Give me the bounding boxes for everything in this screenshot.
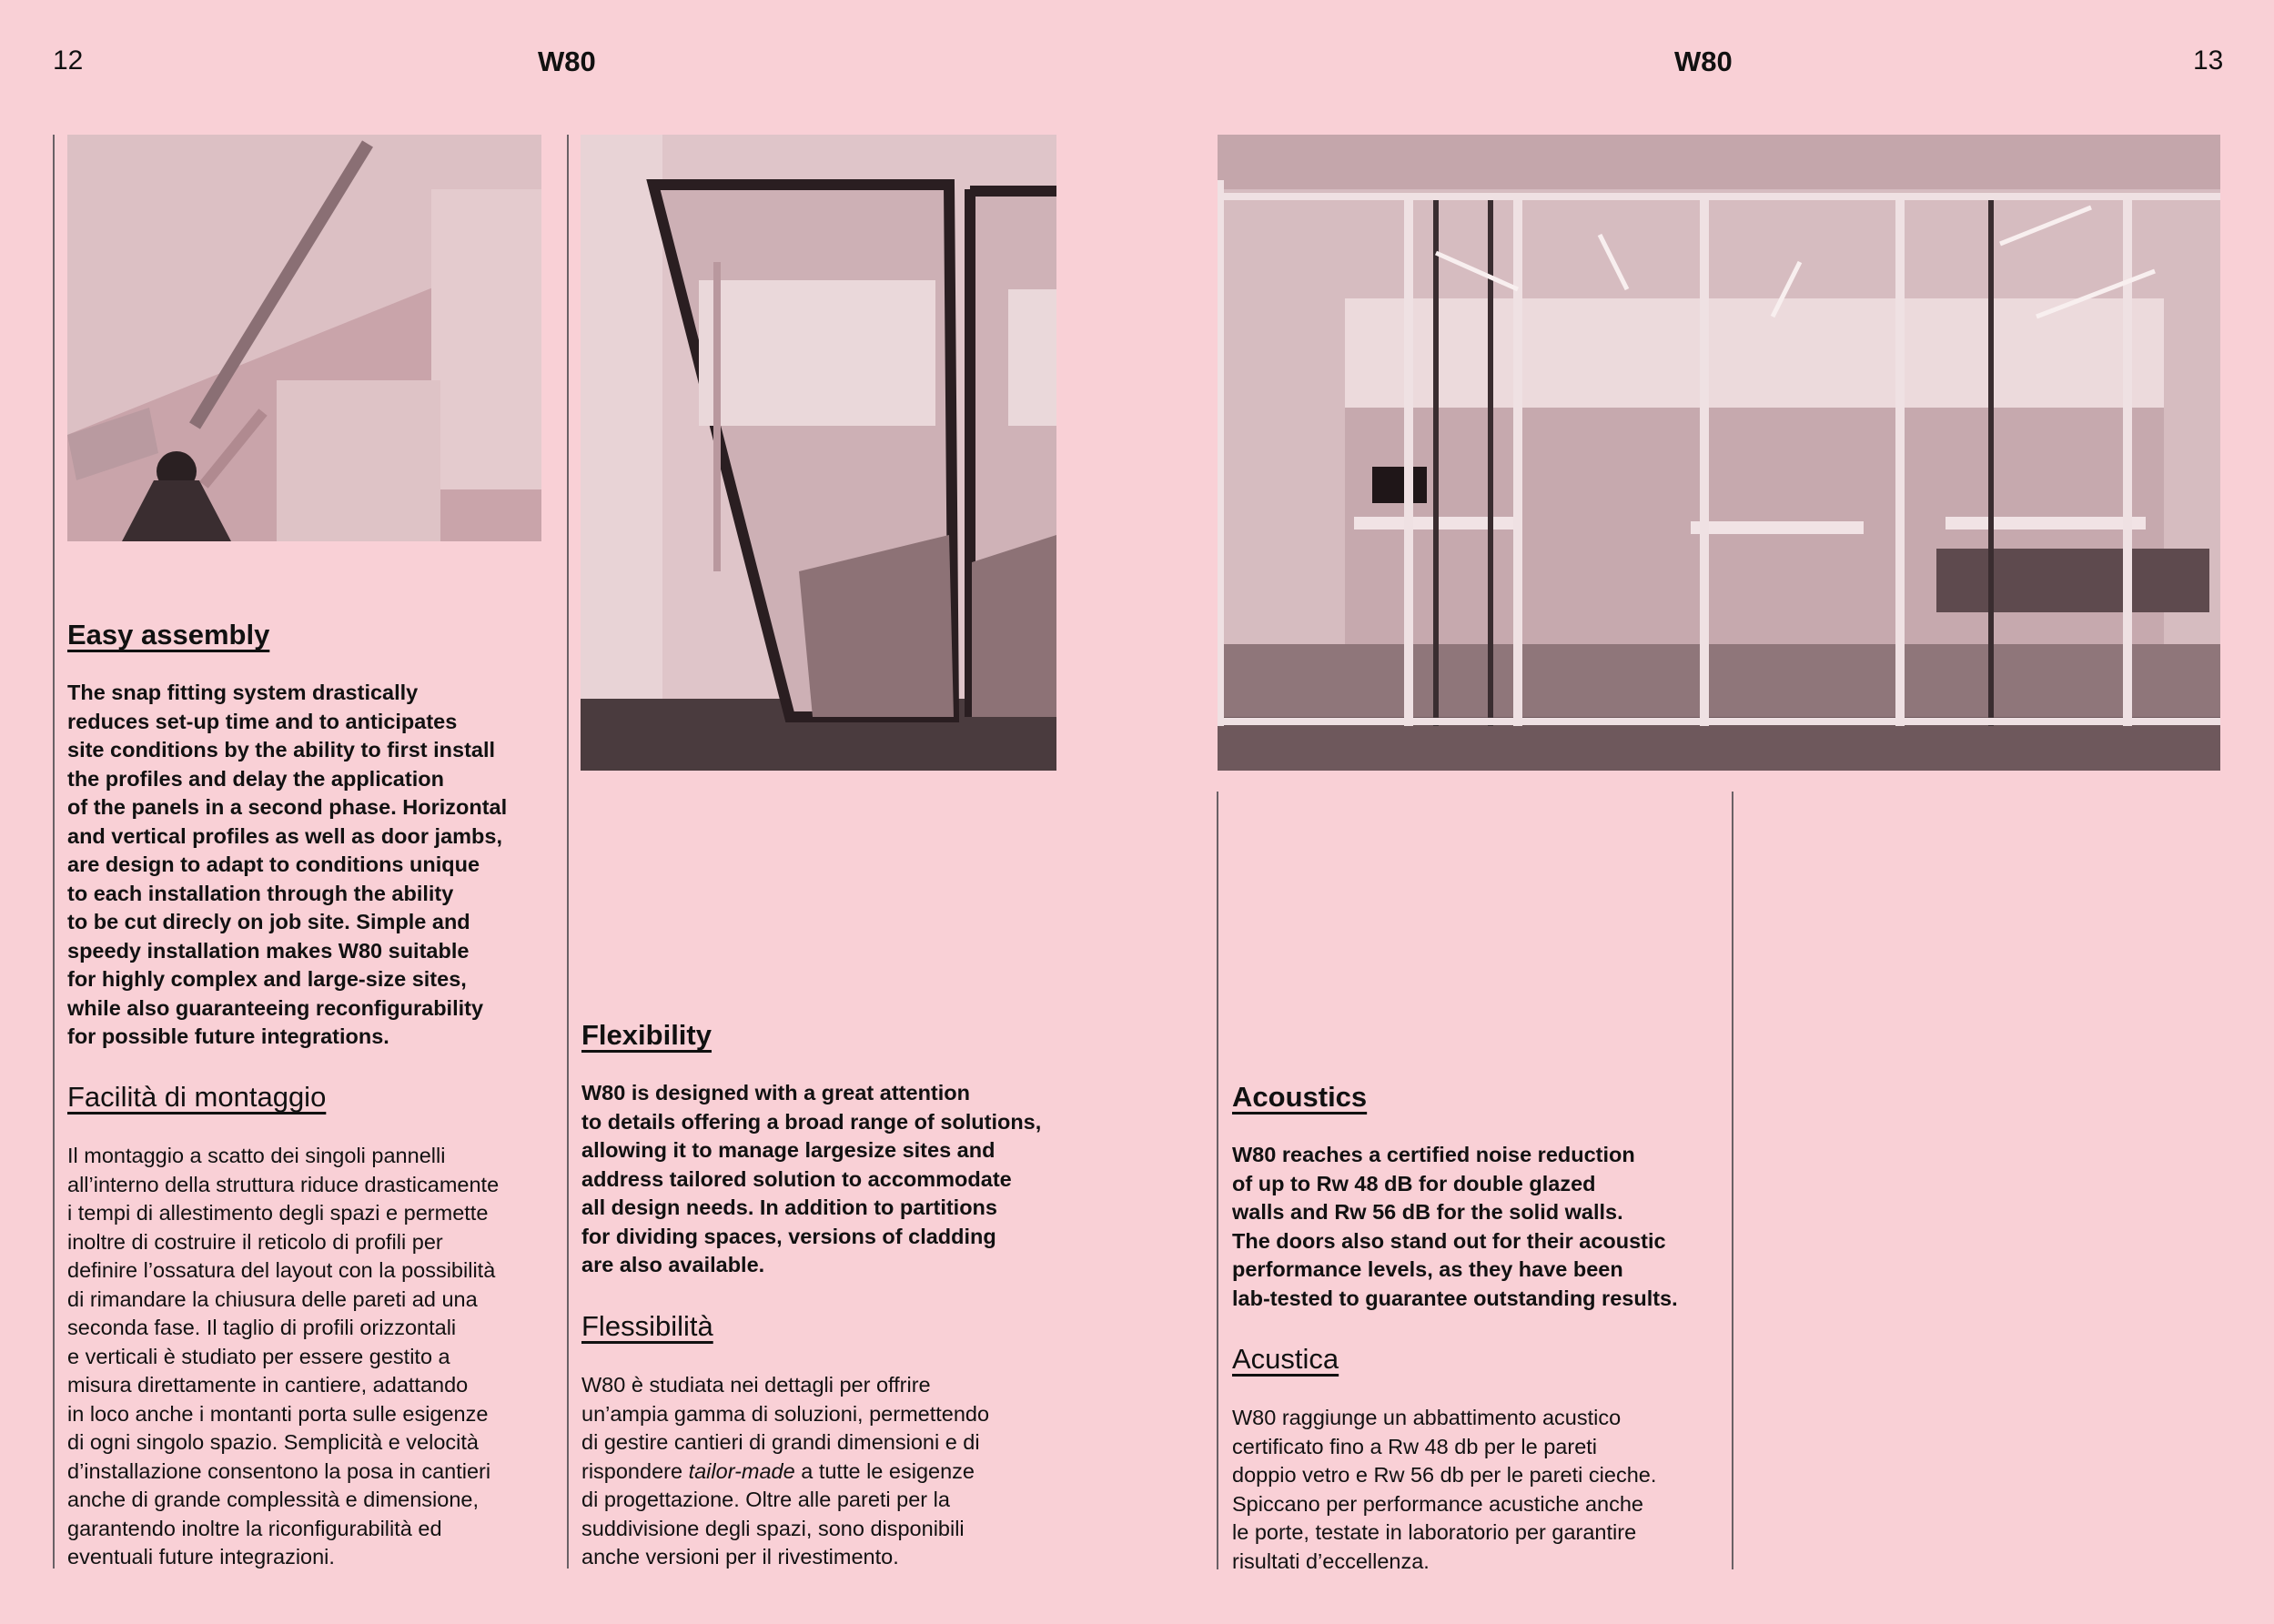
column-rule-3 bbox=[1217, 792, 1218, 1569]
heading-flessibilita: Flessibilità bbox=[581, 1310, 713, 1342]
heading-acoustics: Acoustics bbox=[1232, 1081, 1368, 1113]
photo-glass-office bbox=[1218, 135, 2220, 771]
body-acoustics-en: W80 reaches a certified noise reduction of up to Rw 48 dB for double glazed walls and Rw 56 dB for the solid walls. The doors also stand out for their acoustic performance levels, as they have been lab-tested to guarantee outstanding results. bbox=[1232, 1143, 1678, 1310]
heading-facilita-di-montaggio: Facilità di montaggio bbox=[67, 1081, 327, 1113]
column-rule-1 bbox=[53, 135, 55, 1569]
photo-angled-glass-door bbox=[581, 135, 1056, 771]
running-title-left: W80 bbox=[538, 45, 596, 77]
heading-flexibility: Flexibility bbox=[581, 1019, 712, 1051]
column-rule-4 bbox=[1732, 792, 1733, 1569]
body-flessibilita-it-part1: W80 è studiata nei dettagli per offrire un’ampia gamma di soluzioni, permettendo di gestire cantieri di grandi dimensioni e di rispondere bbox=[581, 1373, 990, 1483]
page-number-right: 13 bbox=[2193, 45, 2224, 76]
body-flessibilita-it bbox=[581, 1371, 1073, 1572]
heading-acustica: Acustica bbox=[1232, 1343, 1339, 1375]
body-flexibility-en: W80 is designed with a great attention to details offering a broad range of solutions, allowing it to manage largesize sites and address tailored solution to accommodate all design needs. In addition to partitions for dividing spaces, versions of cladding are also available. bbox=[581, 1081, 1042, 1276]
body-flessibilita-it-part2: a tutte le esigenze di progettazione. Oltre alle pareti per la suddivisione degli spazi, sono disponibili anche versioni per il rivestimento. bbox=[581, 1458, 975, 1569]
heading-easy-assembly: Easy assembly bbox=[67, 619, 270, 651]
photo-ceiling-assembly bbox=[67, 135, 541, 541]
column-rule-2 bbox=[567, 135, 569, 1569]
body-flessibilita-it-italic: tailor-made bbox=[688, 1458, 795, 1483]
body-acustica-it: W80 raggiunge un abbattimento acustico certificato fino a Rw 48 db per le pareti doppio vetro e Rw 56 db per le pareti cieche. Spiccano per performance acustiche anche le porte, testate in laboratorio per garantire risultati d’eccellenza. bbox=[1232, 1406, 1657, 1573]
body-easy-assembly-en: The snap fitting system drastically reduces set-up time and to anticipates site conditions by the ability to first install the profiles and delay the application of the panels in a second phase. Horizontal and vertical profiles as well as door jambs, are design to adapt to conditions unique to each installation through the ability to be cut direcly on job site. Simple and speedy installation makes W80 suitable for highly complex and large-size sites, while also guaranteeing reconfigurability for possible future integrations. bbox=[67, 681, 508, 1048]
page-number-left: 12 bbox=[53, 45, 84, 76]
running-title-right: W80 bbox=[1674, 45, 1733, 77]
body-facilita-di-montaggio-it: Il montaggio a scatto dei singoli pannelli all’interno della struttura riduce drasticamente i tempi di allestimento degli spazi e permette inoltre di costruire il reticolo di profili per definire l’ossatura del layout con la possibilità di rimandare la chiusura delle pareti ad una seconda fase. Il taglio di profili orizzontali e verticali è studiato per essere gestito a misura direttamente in cantiere, adattando in loco anche i montanti porta sulle esigenze di ogni singolo spazio. Semplicità e velocità d’installazione consentono la posa in cantieri anche di grande complessità e dimensione, garantendo inoltre la riconfigurabilità ed eventuali future integrazioni. bbox=[67, 1144, 500, 1569]
